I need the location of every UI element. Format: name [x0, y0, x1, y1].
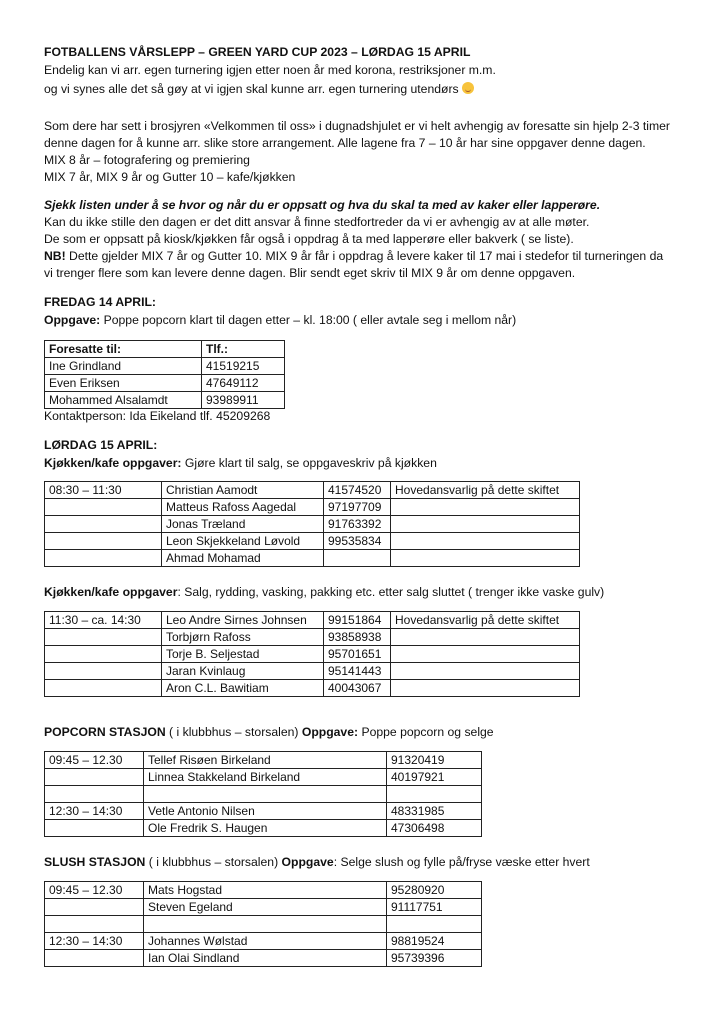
- slush-table: [44, 881, 482, 967]
- table-row: Jonas Træland 91763392: [45, 516, 580, 533]
- section-heading: FREDAG 14 APRIL:: [44, 295, 156, 309]
- table-row: [45, 786, 482, 803]
- kitchen-shift-2-table: [44, 611, 580, 697]
- table-row: Even Eriksen 47649112: [45, 375, 285, 392]
- paragraph-line: Som dere har sett i brosjyren «Velkommen til oss» i dugnadshjulet er vi helt avhengig av foresatte sin hjelp 2-3 timer: [44, 119, 670, 133]
- section-heading: LØRDAG 15 APRIL:: [44, 438, 158, 452]
- table-row: 11:30 – ca. 14:30 Leo Andre Sirnes Johnsen 99151864 Hovedansvarlig på dette skiftet: [45, 612, 580, 629]
- paragraph-line: MIX 7 år, MIX 9 år og Gutter 10 – kafe/kjøkken: [44, 170, 296, 184]
- slush-heading: SLUSH STASJON ( i klubbhus – storsalen) Oppgave: Selge slush og fylle på/fryse væske etter hvert: [44, 855, 590, 869]
- note-line: De som er oppsatt på kiosk/kjøkken får også i oppdrag å ta med lapperøre eller bakverk ( se liste).: [44, 232, 574, 246]
- table-row: 08:30 – 11:30 Christian Aamodt 41574520 Hovedansvarlig på dette skiftet: [45, 482, 580, 499]
- document-title: FOTBALLENS VÅRSLEPP – GREEN YARD CUP 2023 – LØRDAG 15 APRIL: [44, 45, 471, 59]
- intro-line: Endelig kan vi arr. egen turnering igjen etter noen år med korona, restriksjoner m.m.: [44, 63, 496, 77]
- table-row: 12:30 – 14:30 Vetle Antonio Nilsen 48331985: [45, 803, 482, 820]
- table-row: Aron C.L. Bawitiam 40043067: [45, 680, 580, 697]
- popcorn-table: [44, 751, 482, 837]
- popcorn-heading: POPCORN STASJON ( i klubbhus – storsalen) Oppgave: Poppe popcorn og selge: [44, 725, 494, 739]
- table-row: [45, 916, 482, 933]
- table-row: 09:45 – 12.30 Mats Hogstad 95280920: [45, 882, 482, 899]
- table-row: Steven Egeland 91117751: [45, 899, 482, 916]
- paragraph-line: denne dagen for å kunne arr. slike store arrangement. Alle lagene fra 7 – 10 år har sine oppgaver denne dagen.: [44, 136, 646, 150]
- kitchen-shift-1-table: [44, 481, 580, 567]
- task-line: Kjøkken/kafe oppgaver: Gjøre klart til salg, se oppgaveskriv på kjøkken: [44, 456, 437, 470]
- table-row: Ole Fredrik S. Haugen 47306498: [45, 820, 482, 837]
- table-row: Torje B. Seljestad 95701651: [45, 646, 580, 663]
- nb-line: vi trenger flere som kan levere denne dagen. Blir sendt eget skriv til MIX 9 år om denne oppgaven.: [44, 266, 576, 280]
- table-row: Ian Olai Sindland 95739396: [45, 950, 482, 967]
- contact-person: Kontaktperson: Ida Eikeland tlf. 45209268: [44, 409, 271, 423]
- friday-table: [44, 340, 285, 409]
- task-line: Kjøkken/kafe oppgaver: Salg, rydding, vasking, pakking etc. etter salg sluttet ( trenger ikke vaske gulv): [44, 585, 605, 599]
- nb-line: NB! Dette gjelder MIX 7 år og Gutter 10. MIX 9 år får i oppdrag å levere kaker til 17 mai i stedefor til turneringen da: [44, 249, 664, 263]
- table-row: Mohammed Alsalamdt 93989911: [45, 392, 285, 409]
- table-row: Leon Skjekkeland Løvold 99535834: [45, 533, 580, 550]
- note-line: Kan du ikke stille den dagen er det ditt ansvar å finne stedfortreder da vi er avhengig av at alle møter.: [44, 215, 590, 229]
- note-emphasis: Sjekk listen under å se hvor og når du er oppsatt og hva du skal ta med av kaker eller lapperøre.: [44, 198, 601, 212]
- table-row: Matteus Rafoss Aagedal 97197709: [45, 499, 580, 516]
- table-row: Ine Grindland 41519215: [45, 358, 285, 375]
- table-row: Linnea Stakkeland Birkeland 40197921: [45, 769, 482, 786]
- table-header-row: Foresatte til: Tlf.:: [45, 341, 285, 358]
- task-line: Oppgave: Poppe popcorn klart til dagen etter – kl. 18:00 ( eller avtale seg i mellom når): [44, 313, 517, 327]
- table-row: Jaran Kvinlaug 95141443: [45, 663, 580, 680]
- table-row: Ahmad Mohamad: [45, 550, 580, 567]
- paragraph-line: MIX 8 år – fotografering og premiering: [44, 153, 250, 167]
- smiling-face-icon: [462, 82, 474, 94]
- intro-line: og vi synes alle det så gøy at vi igjen skal kunne arr. egen turnering utendørs: [44, 81, 474, 97]
- table-row: 09:45 – 12.30 Tellef Risøen Birkeland 91320419: [45, 752, 482, 769]
- table-row: Torbjørn Rafoss 93858938: [45, 629, 580, 646]
- table-row: 12:30 – 14:30 Johannes Wølstad 98819524: [45, 933, 482, 950]
